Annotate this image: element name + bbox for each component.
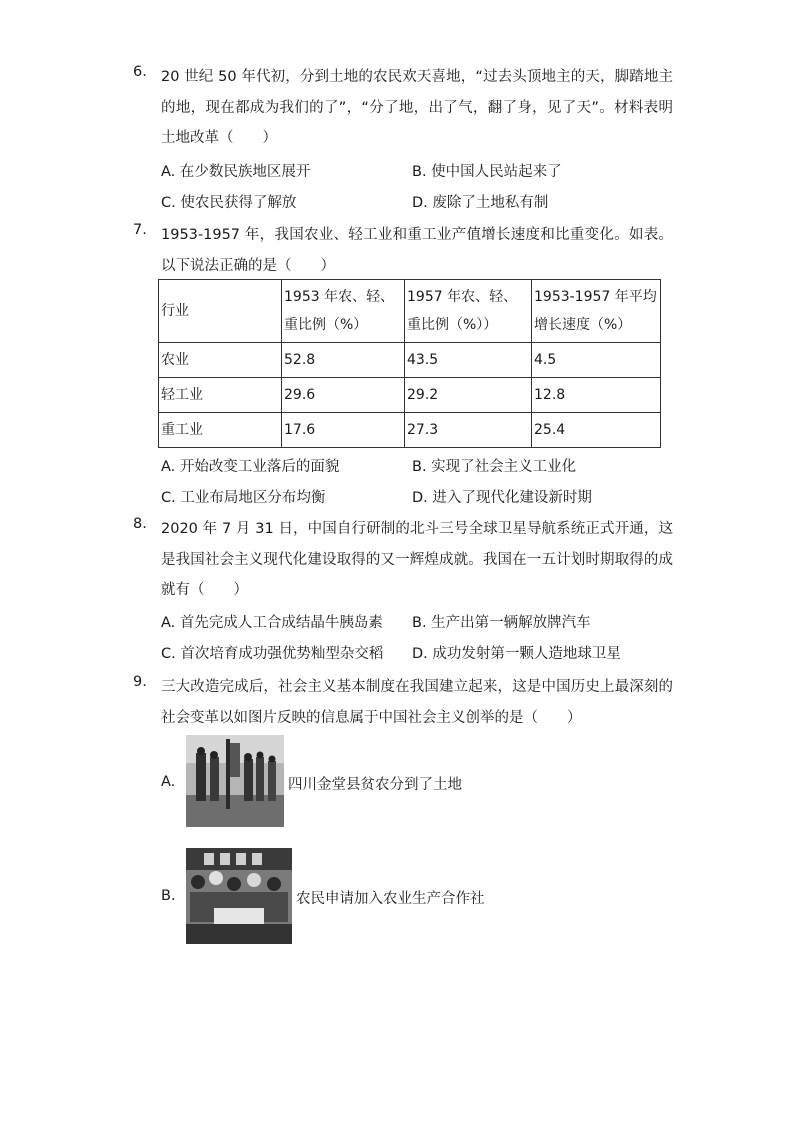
option-d[interactable]: D. 进入了现代化建设新时期: [412, 490, 592, 506]
table-cell: 29.6: [282, 378, 405, 413]
table-cell: 轻工业: [159, 378, 282, 413]
table-row: [159, 413, 661, 448]
option-a-caption[interactable]: 四川金堂县贫农分到了土地: [288, 777, 462, 793]
table-cell: 重工业: [159, 413, 282, 448]
table-cell: 52.8: [282, 343, 405, 378]
table-cell: 27.3: [405, 413, 532, 448]
question-number: 6.: [133, 64, 147, 80]
option-c[interactable]: C. 首次培育成功强优势籼型杂交稻: [161, 646, 384, 662]
table-row: [159, 378, 661, 413]
table-cell: 农业: [159, 343, 282, 378]
cooperative-photo: [186, 848, 292, 944]
table-row: [159, 343, 661, 378]
option-b-caption[interactable]: 农民申请加入农业生产合作社: [296, 891, 485, 907]
question-6: [133, 62, 673, 154]
option-c[interactable]: C. 使农民获得了解放: [161, 195, 297, 211]
question-text: 1953-1957 年，我国农业、轻工业和重工业产值增长速度和比重变化。如表。以下说法正确的是（ ）: [161, 227, 673, 274]
question-number: 8.: [133, 516, 147, 532]
table-header-cell: 1953-1957 年平均增长速度（%）: [532, 280, 661, 343]
table-cell: 43.5: [405, 343, 532, 378]
option-a-label[interactable]: A.: [161, 774, 176, 790]
table-cell: 17.6: [282, 413, 405, 448]
question-text: 2020 年 7 月 31 日，中国自行研制的北斗三号全球卫星导航系统正式开通，这是我国社会主义现代化建设取得的又一辉煌成就。我国在一五计划时期取得的成就有（ ）: [161, 521, 673, 598]
table-header-row: [159, 280, 661, 343]
option-a[interactable]: A. 在少数民族地区展开: [161, 164, 311, 180]
data-table: [158, 279, 661, 448]
option-c[interactable]: C. 工业布局地区分布均衡: [161, 490, 326, 506]
question-8: [133, 514, 673, 606]
option-b[interactable]: B. 生产出第一辆解放牌汽车: [412, 615, 591, 631]
table-header-cell: 1957 年农、轻、重比例（%））: [405, 280, 532, 343]
question-9: [133, 672, 673, 733]
table-cell: 4.5: [532, 343, 661, 378]
option-d[interactable]: D. 废除了土地私有制: [412, 195, 549, 211]
option-a[interactable]: A. 开始改变工业落后的面貌: [161, 459, 340, 475]
question-7: [133, 220, 673, 281]
question-number: 7.: [133, 222, 147, 238]
table-cell: 25.4: [532, 413, 661, 448]
table-cell: 12.8: [532, 378, 661, 413]
option-d[interactable]: D. 成功发射第一颗人造地球卫星: [412, 646, 621, 662]
question-text: 20 世纪 50 年代初，分到土地的农民欢天喜地，“过去头顶地主的天，脚踏地主的地，现在都成为我们的了”，“分了地，出了气，翻了身，见了天”。材料表明土地改革（ ）: [161, 69, 673, 146]
option-b[interactable]: B. 使中国人民站起来了: [412, 164, 562, 180]
table-header-cell: 1953 年农、轻、重比例（%）: [282, 280, 405, 343]
question-text: 三大改造完成后，社会主义基本制度在我国建立起来，这是中国历史上最深刻的社会变革以如图片反映的信息属于中国社会主义创举的是（ ）: [161, 679, 673, 726]
option-b-label[interactable]: B.: [161, 888, 176, 904]
table-cell: 29.2: [405, 378, 532, 413]
question-number: 9.: [133, 674, 147, 690]
land-reform-photo: [186, 735, 284, 827]
table-header-cell: 行业: [159, 280, 282, 343]
option-a[interactable]: A. 首先完成人工合成结晶牛胰岛素: [161, 615, 383, 631]
option-b[interactable]: B. 实现了社会主义工业化: [412, 459, 577, 475]
